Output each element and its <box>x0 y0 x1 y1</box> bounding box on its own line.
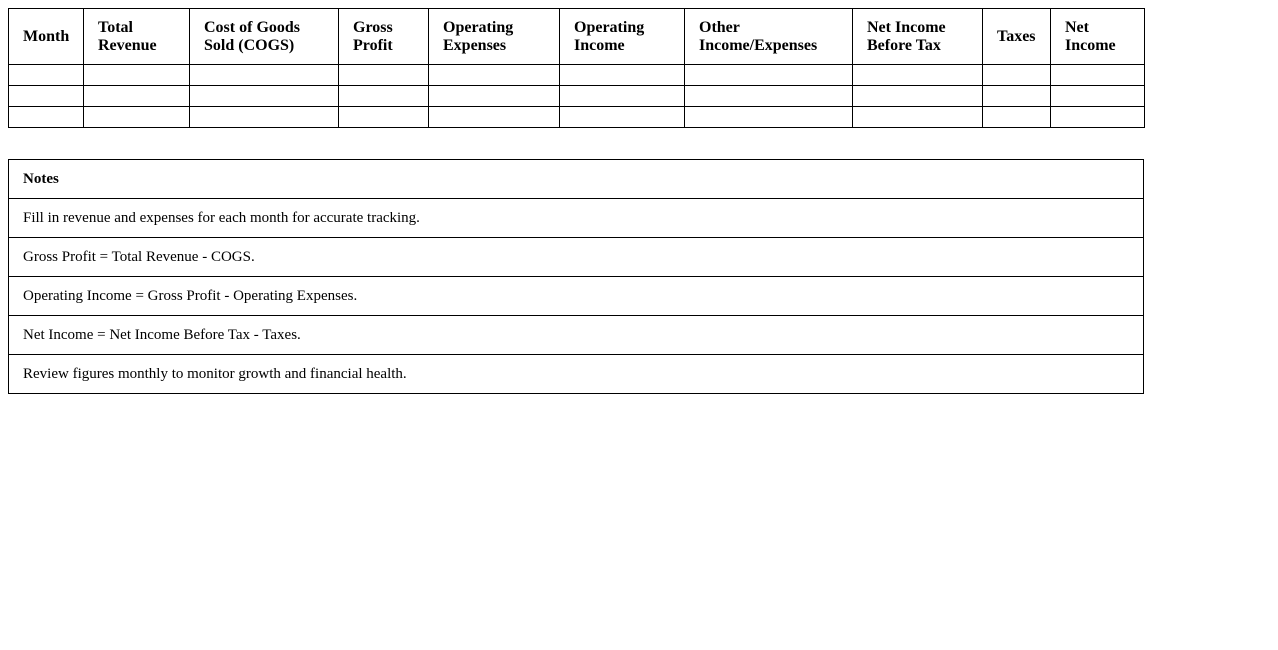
note-row <box>9 199 1144 238</box>
column-header-other-income-expenses: Other Income/Expenses <box>685 9 853 65</box>
notes-table <box>8 159 1144 394</box>
table-cell[interactable] <box>560 65 685 86</box>
table-cell[interactable] <box>560 107 685 128</box>
table-row <box>9 107 1145 128</box>
table-cell[interactable] <box>1051 107 1145 128</box>
table-cell[interactable] <box>339 107 429 128</box>
note-item: Operating Income = Gross Profit - Operating Expenses. <box>9 277 1144 316</box>
table-cell[interactable] <box>429 65 560 86</box>
notes-header-row <box>9 160 1144 199</box>
column-header-gross-profit: Gross Profit <box>339 9 429 65</box>
table-cell[interactable] <box>853 65 983 86</box>
column-header-net-income: Net Income <box>1051 9 1145 65</box>
column-header-operating-expenses: Operating Expenses <box>429 9 560 65</box>
table-cell[interactable] <box>9 65 84 86</box>
table-row <box>9 65 1145 86</box>
table-cell[interactable] <box>983 65 1051 86</box>
note-item: Gross Profit = Total Revenue - COGS. <box>9 238 1144 277</box>
note-item: Fill in revenue and expenses for each month for accurate tracking. <box>9 199 1144 238</box>
note-row <box>9 238 1144 277</box>
column-header-taxes: Taxes <box>983 9 1051 65</box>
table-cell[interactable] <box>9 107 84 128</box>
column-header-total-revenue: Total Revenue <box>84 9 190 65</box>
column-header-cogs: Cost of Goods Sold (COGS) <box>190 9 339 65</box>
table-cell[interactable] <box>1051 86 1145 107</box>
table-cell[interactable] <box>560 86 685 107</box>
table-cell[interactable] <box>9 86 84 107</box>
notes-title: Notes <box>9 160 1144 199</box>
table-cell[interactable] <box>983 86 1051 107</box>
header-row <box>9 9 1145 65</box>
column-header-operating-income: Operating Income <box>560 9 685 65</box>
note-row <box>9 316 1144 355</box>
table-cell[interactable] <box>685 65 853 86</box>
income-statement-table <box>8 8 1145 128</box>
table-cell[interactable] <box>190 65 339 86</box>
note-row <box>9 355 1144 394</box>
table-cell[interactable] <box>429 86 560 107</box>
note-row <box>9 277 1144 316</box>
column-header-net-income-before-tax: Net Income Before Tax <box>853 9 983 65</box>
table-row <box>9 86 1145 107</box>
table-cell[interactable] <box>853 86 983 107</box>
table-cell[interactable] <box>190 107 339 128</box>
table-cell[interactable] <box>84 107 190 128</box>
table-cell[interactable] <box>685 86 853 107</box>
table-cell[interactable] <box>84 86 190 107</box>
table-cell[interactable] <box>339 65 429 86</box>
table-cell[interactable] <box>339 86 429 107</box>
table-cell[interactable] <box>685 107 853 128</box>
table-cell[interactable] <box>429 107 560 128</box>
table-cell[interactable] <box>983 107 1051 128</box>
table-cell[interactable] <box>190 86 339 107</box>
column-header-month: Month <box>9 9 84 65</box>
table-cell[interactable] <box>84 65 190 86</box>
table-cell[interactable] <box>853 107 983 128</box>
note-item: Net Income = Net Income Before Tax - Taxes. <box>9 316 1144 355</box>
table-cell[interactable] <box>1051 65 1145 86</box>
note-item: Review figures monthly to monitor growth and financial health. <box>9 355 1144 394</box>
